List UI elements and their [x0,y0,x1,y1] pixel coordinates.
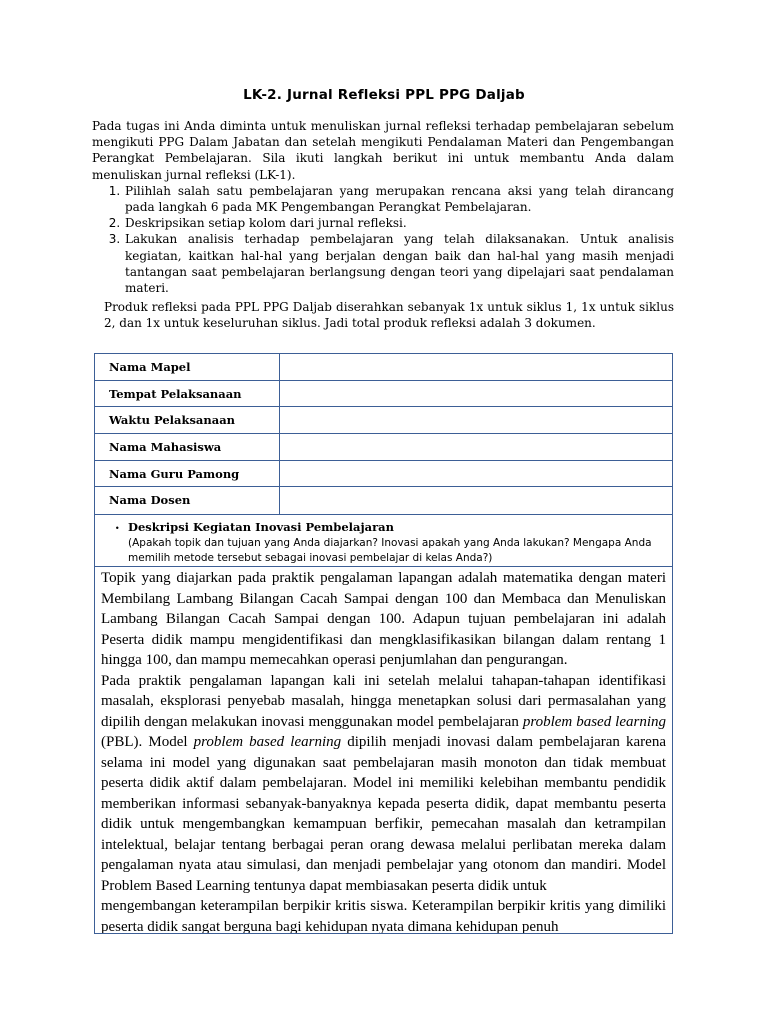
form-row-nama-mapel [95,354,672,381]
answer-paragraph: Topik yang diajarkan pada praktik pengalaman lapangan adalah matematika dengan materi Membilang Lambang Bilangan Cacah Sampai dengan 100 dan Membaca dan Menuliskan Lambang Bilangan Cacah Sampai dengan 100. Adapun tujuan pembelajaran ini adalah Peserta didik mampu mengidentifikasi dan mengklasifikasikan bilangan dalam rentang 1 hingga 100, dan mampu memecahkan operasi penjumlahan dan pengurangan. [101,570,666,668]
closing-paragraph: Produk refleksi pada PPL PPG Daljab diserahkan sebanyak 1x untuk siklus 1, 1x untuk siklus 2, dan 1x untuk keseluruhan siklus. Jadi total produk refleksi adalah 3 dokumen. [104,300,674,331]
answer-text: dipilih menjadi inovasi dalam pembelajaran karena selama ini model yang digunakan saat pembelajaran masih monoton dan tidak membuat peserta didik aktif dalam pembelajaran. Model ini memiliki kelebihan membantu pendidik memberikan informasi sebanyak-banyaknya kepada peserta didik, dapat membantu peserta didik untuk mengembangkan kemampuan berfikir, pemecahan masalah dan ketrampilan intelektual, belajar tentang berbagai peran orang dewasa melalui perlibatan mereka dalam pengalaman nyata atau simulasi, dan menjadi pembelajar yang otonom dan mandiri. Model Problem Based Learning tentunya dapat membiasakan peserta didik untuk [101,734,666,894]
form-label: Nama Mahasiswa [95,434,280,460]
steps-list [92,183,674,296]
form-label: Waktu Pelaksanaan [95,407,280,433]
step-item: 3. Lakukan analisis terhadap pembelajaran yang telah dilaksanakan. Untuk analisis kegiatan, kaitkan hal-hal yang berjalan dengan baik dan hal-hal yang masih menjadi tantangan saat pembelajaran berlangsung dengan teori yang dipelajari saat pendalaman materi. [124,231,674,296]
form-row-tempat-pelaksanaan [95,381,672,408]
answer-italic-term: problem based learning [522,713,667,730]
form-row-waktu-pelaksanaan [95,407,672,434]
answer-text: (PBL). Model [101,734,194,750]
document-title: LK-2. Jurnal Refleksi PPL PPG Daljab [243,87,525,103]
form-row-nama-dosen [95,487,672,514]
answer-italic-term: problem based learning [193,734,342,750]
form-value-field[interactable] [280,461,672,487]
form-label: Nama Dosen [95,487,280,514]
form-value-field[interactable] [280,354,672,380]
section-header-inovasi [94,514,673,567]
form-row-nama-guru-pamong [95,461,672,488]
form-value-field[interactable] [280,487,672,514]
step-item: 1. Pilihlah salah satu pembelajaran yang merupakan rencana aksi yang telah dirancang pada langkah 6 pada MK Pengembangan Perangkat Pembelajaran. [124,183,674,215]
section-bullet: . [115,518,120,533]
identity-form-table [94,353,673,515]
section-title: Deskripsi Kegiatan Inovasi Pembelajaran [128,520,394,534]
form-value-field[interactable] [280,407,672,433]
form-value-field[interactable] [280,434,672,460]
form-label: Nama Guru Pamong [95,461,280,487]
answer-paragraph: mengembangan keterampilan berpikir kritis siswa. Keterampilan berpikir kritis yang dimiliki peserta didik sangat berguna bagi kehidupan nyata dimana kehidupan penuh [101,898,666,934]
answer-text: Pada praktik pengalaman lapangan kali ini setelah melalui tahapan-tahapan identifikasi masalah, eksplorasi penyebab masalah, hingga menetapkan solusi dari permasalahan yang dipilih dengan melakukan inovasi menggunakan model pembelajaran [101,672,666,730]
intro-paragraph: Pada tugas ini Anda diminta untuk menuliskan jurnal refleksi terhadap pembelajaran sebelum mengikuti PPG Dalam Jabatan dan setelah mengikuti Pendalaman Materi dan Pengembangan Perangkat Pembelajaran. Sila ikuti langkah berikut ini untuk membantu Anda dalam menuliskan jurnal refleksi (LK-1). [92,119,674,182]
form-row-nama-mahasiswa [95,434,672,461]
instructions [92,118,674,332]
section-description: (Apakah topik dan tujuan yang Anda diajarkan? Inovasi apakah yang Anda lakukan? Mengapa Anda memilih metode tersebut sebagai inovasi pembelajar di kelas Anda?) [128,537,652,564]
form-label: Nama Mapel [95,354,280,380]
step-item: 2. Deskripsikan setiap kolom dari jurnal refleksi. [124,215,674,231]
form-label: Tempat Pelaksanaan [95,381,280,407]
form-value-field[interactable] [280,381,672,407]
answer-text-box[interactable] [94,567,673,934]
answer-paragraph [101,671,666,897]
